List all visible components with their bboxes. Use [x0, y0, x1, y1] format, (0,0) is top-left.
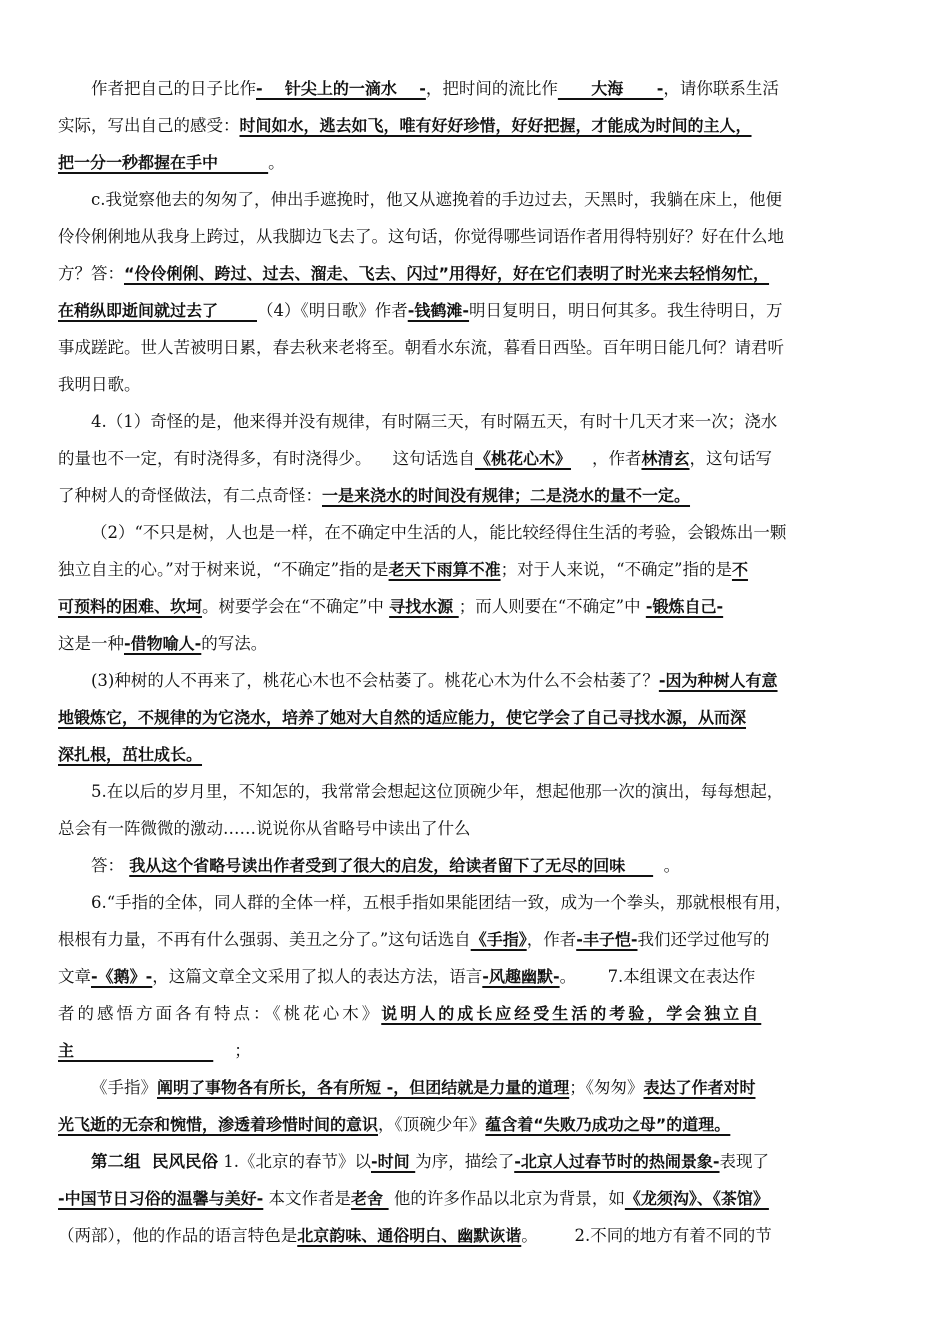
answer-text: -风趣幽默- — [482, 967, 560, 986]
text-line — [58, 144, 894, 181]
text-line — [58, 70, 894, 107]
answer-text: - 针尖上的一滴水 - — [256, 79, 426, 98]
body-text: 本文作者是 — [263, 1189, 352, 1208]
body-text: 。 2.不同的地方有着不同的节 — [521, 1226, 772, 1245]
body-text: 《手指》 — [91, 1078, 157, 1097]
body-text: ；《匆匆》 — [569, 1078, 644, 1097]
text-line — [58, 107, 894, 144]
answer-text: 我从这个省略号读出作者受到了很大的启发，给读者留下了无尽的回味 — [129, 856, 654, 875]
answer-text: 北京韵味、通俗明白、幽默诙谐 — [297, 1226, 522, 1245]
text-line — [58, 958, 894, 995]
text-line — [58, 884, 894, 921]
answer-text: 在稍纵即逝间就过去了 — [58, 301, 257, 320]
body-text: ，《顶碗少年》 — [378, 1115, 486, 1134]
body-text: 总会有一阵微微的激动……说说你从省略号中读出了什么 — [58, 819, 471, 838]
text-line — [58, 625, 894, 662]
answer-text: -因为种树人有意 — [658, 671, 778, 690]
answer-text: 时间如水，逃去如飞，唯有好好珍惜，好好把握，才能成为时间的主人， — [239, 116, 752, 135]
body-text: 这是一种 — [58, 634, 124, 653]
text-line — [58, 847, 894, 884]
answer-text: 深扎根，茁壮成长。 — [58, 745, 203, 764]
text-line — [58, 366, 894, 403]
section-heading: 第二组 民风民俗 — [91, 1152, 218, 1171]
answer-text: 不 — [731, 560, 748, 579]
body-text: 表现了 — [719, 1152, 770, 1171]
answer-text: -《鹅》- — [91, 967, 153, 986]
body-text: 1.《北京的春节》以 — [218, 1152, 371, 1171]
body-text: ；而人则要在“不确定”中 — [458, 597, 646, 616]
body-text: 。树要学会在“不确定”中 — [202, 597, 390, 616]
body-text: 伶伶俐俐地从我身上跨过，从我脚边飞去了。这句话，你觉得哪些词语作者用得特别好？好在什么地 — [58, 227, 784, 246]
body-text: （4）《明日歌》作者 — [257, 301, 408, 320]
body-text: 他的许多作品以北京为背景，如 — [388, 1189, 625, 1208]
answer-text: 表达了作者对时 — [643, 1078, 756, 1097]
body-text: 的量也不一定，有时浇得多，有时浇得少。 这句话选自 — [58, 449, 475, 468]
body-text: ，这篇文章全文采用了拟人的表达方法，语言 — [152, 967, 483, 986]
text-line — [58, 773, 894, 810]
text-line — [58, 1106, 894, 1143]
body-text: ，请你联系生活 — [663, 79, 779, 98]
body-text: 6.“手指的全体，同人群的全体一样，五根手指如果能团结一致，成为一个拳头，那就根根有用， — [91, 893, 792, 912]
body-text: ； — [213, 1041, 251, 1060]
body-text: (3)种树的人不再来了，桃花心木也不会枯萎了。桃花心木为什么不会枯萎了？ — [91, 671, 659, 690]
answer-text: 可预料的困难、坎坷 — [58, 597, 203, 616]
text-line — [58, 551, 894, 588]
answer-text: 地锻炼它，不规律的为它浇水，培养了她对大自然的适应能力，使它学会了自己寻找水源，从而深 — [58, 708, 747, 727]
body-text: 了种树人的奇怪做法，有二点奇怪： — [58, 486, 322, 505]
body-text: 为序，描绘了 — [415, 1152, 515, 1171]
text-line — [58, 440, 894, 477]
text-line — [58, 1069, 894, 1106]
answer-text: 《桃花心木》 — [474, 449, 571, 468]
body-text: 明日复明日，明日何其多。我生待明日，万 — [469, 301, 783, 320]
answer-text: 老舍 — [351, 1189, 389, 1208]
answer-text: “伶伶俐俐、跨过、过去、溜走、飞去、闪过”用得好，好在它们表明了时光来去轻悄匆忙， — [124, 264, 770, 283]
body-text: 4.（1）奇怪的是，他来得并没有规律，有时隔三天，有时隔五天，有时十几天才来一次；浇水 — [91, 412, 778, 431]
answer-text: 林清玄 — [641, 449, 690, 468]
answer-text: -丰子恺- — [576, 930, 638, 949]
text-line — [58, 477, 894, 514]
body-text: 的写法。 — [201, 634, 268, 653]
body-text: 作者把自己的日子比作 — [91, 79, 256, 98]
body-text: 者的感悟方面各有特点：《桃花心木》 — [58, 1004, 382, 1023]
answer-text: 《手指》 — [470, 930, 527, 949]
text-line — [58, 255, 894, 292]
text-line — [58, 699, 894, 736]
body-text: c.我觉察他去的匆匆了，伸出手遮挽时，他又从遮挽着的手边过去，天黑时，我躺在床上，他便 — [91, 190, 782, 209]
body-text: ，把时间的流比作 — [425, 79, 558, 98]
text-line — [58, 403, 894, 440]
text-line — [58, 588, 894, 625]
body-text: 事成蹉跎。世人苦被明日累，春去秋来老将至。朝看水东流，暮看日西坠。百年明日能几何？请君听 — [58, 338, 784, 357]
answer-text: -借物喻人- — [124, 634, 202, 653]
answer-text: 一是来浇水的时间没有规律；二是浇水的量不一定。 — [322, 486, 691, 505]
body-text: 。 — [268, 153, 285, 172]
body-text: 我们还学过他写的 — [637, 930, 770, 949]
body-text: 方？答： — [58, 264, 124, 283]
body-text: 答： — [91, 856, 130, 875]
text-line — [58, 1143, 894, 1180]
answer-text: 主 — [58, 1041, 214, 1060]
answer-text: 阐明了事物各有所长，各有所短 -，但团结就是力量的道理 — [157, 1078, 570, 1097]
text-line — [58, 995, 894, 1032]
body-text: 文章 — [58, 967, 91, 986]
answer-text: -中国节日习俗的温馨与美好- — [58, 1189, 264, 1208]
body-text: 实际，写出自己的感受： — [58, 116, 240, 135]
document-page — [58, 70, 894, 1254]
body-text: （2）“不只是树，人也是一样，在不确定中生活的人，能比较经得住生活的考验，会锻炼出一颗 — [91, 523, 787, 542]
answer-text: 说明人的成长应经受生活的考验，学会独立自 — [381, 1004, 762, 1023]
text-line — [58, 218, 894, 255]
body-text: 根根有力量，不再有什么强弱、美丑之分了。”这句话选自 — [58, 930, 471, 949]
answer-text: -锻炼自己- — [645, 597, 724, 616]
text-line — [58, 1180, 894, 1217]
answer-text: 把一分一秒都握在手中 — [58, 153, 269, 172]
text-line — [58, 514, 894, 551]
answer-text: 《龙须沟》、《茶馆》 — [624, 1189, 769, 1208]
body-text: 独立自主的心。”对于树来说，“不确定”指的是 — [58, 560, 389, 579]
text-line — [58, 329, 894, 366]
body-text: 5.在以后的岁月里，不知怎的，我常常会想起这位顶碗少年，想起他那一次的演出，每每想起， — [91, 782, 784, 801]
body-text: 我明日歌。 — [58, 375, 141, 394]
body-text: 。 — [653, 856, 681, 875]
text-line — [58, 292, 894, 329]
text-line — [58, 736, 894, 773]
text-line — [58, 1032, 894, 1069]
answer-text: 寻找水源 — [389, 597, 459, 616]
text-line — [58, 662, 894, 699]
body-text: 。 7.本组课文在表达作 — [559, 967, 756, 986]
body-text: ，作者 — [526, 930, 577, 949]
text-line — [58, 921, 894, 958]
answer-text: 大海 - — [557, 79, 664, 98]
answer-text: 蕴含着“失败乃成功之母”的道理。 — [485, 1115, 731, 1134]
text-line — [58, 810, 894, 847]
body-text: ，作者 — [571, 449, 642, 468]
answer-text: -钱鹤滩- — [407, 301, 470, 320]
answer-text: -时间 — [371, 1152, 416, 1171]
text-line — [58, 1217, 894, 1254]
body-text: ，这句话写 — [689, 449, 772, 468]
body-text: （两部），他的作品的语言特色是 — [58, 1226, 298, 1245]
text-line — [58, 181, 894, 218]
answer-text: 光飞逝的无奈和惋惜，渗透着珍惜时间的意识 — [58, 1115, 379, 1134]
answer-text: -北京人过春节时的热闹景象- — [514, 1152, 720, 1171]
body-text: ；对于人来说，“不确定”指的是 — [500, 560, 732, 579]
answer-text: 老天下雨算不准 — [388, 560, 501, 579]
